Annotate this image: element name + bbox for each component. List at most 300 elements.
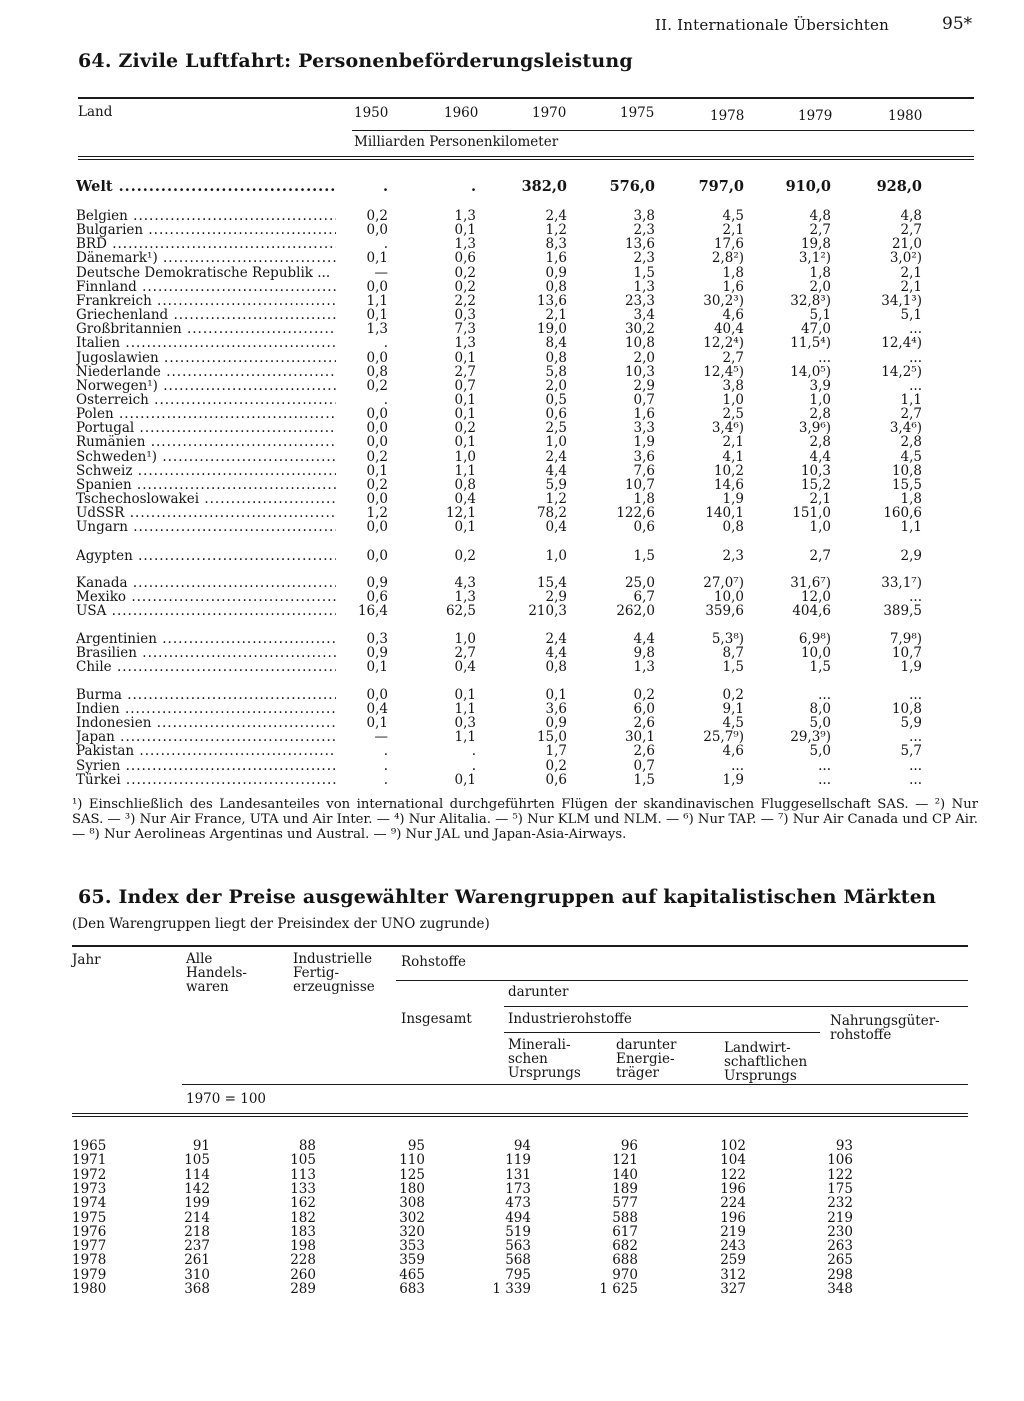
table64-land: Norwegen¹) .....	[76, 379, 336, 393]
table65-cell: 308	[399, 1195, 425, 1212]
table64-row	[0, 549, 1024, 563]
table64-cell: 5,1	[809, 307, 831, 324]
table64-row	[0, 464, 1024, 478]
table64-land: Dänemark¹) .....	[76, 251, 336, 265]
table64-cell: 0,2	[366, 448, 388, 465]
table65-cell: 95	[407, 1138, 425, 1154]
table64-cell: 6,9⁸)	[798, 631, 831, 647]
table64-row	[0, 520, 1024, 534]
table65-title: 65. Index der Preise ausgewählter Warengruppen auf kapitalistischen Märkten	[78, 886, 937, 908]
table64-row	[0, 421, 1024, 435]
table64-cell: 2,0	[633, 349, 655, 366]
table65-cell: 94	[513, 1138, 531, 1154]
table64-row	[0, 294, 1024, 308]
table64-cell: 10,7	[624, 476, 655, 493]
table65-cell: 219	[720, 1223, 746, 1240]
table64-row	[0, 322, 1024, 336]
table64-cell: 2,8	[900, 434, 922, 451]
table65-cell: 310	[184, 1266, 210, 1283]
table64-cell: 3,6	[633, 448, 655, 465]
table65-subtitle: (Den Warengruppen liegt der Preisindex der UNO zugrunde)	[72, 916, 490, 932]
table64-cell: 0,0	[366, 406, 388, 423]
table64-row	[0, 576, 1024, 590]
table64-cell: 5,9	[545, 476, 567, 493]
table65-cell: 218	[184, 1223, 210, 1240]
table64-cell: 1,8	[809, 264, 831, 281]
table65-cell: 93	[835, 1138, 853, 1154]
table65-header-rule-double	[72, 1116, 968, 1117]
table64-land: Rumänien .....	[76, 435, 336, 449]
table64-cell: 0,7	[633, 391, 655, 408]
table64-row	[0, 336, 1024, 350]
table64-cell: 0,1	[366, 462, 388, 479]
table65-base: 1970 = 100	[186, 1091, 267, 1107]
table64-land: Großbritannien .....	[76, 322, 336, 336]
table65-cell: 465	[399, 1266, 425, 1283]
table64-cell: 2,6	[633, 743, 655, 760]
table65-cell: 219	[827, 1209, 853, 1226]
table64-cell: 3,4	[633, 307, 655, 324]
table64-cell: 13,6	[536, 292, 567, 309]
table64-cell: 8,7	[722, 645, 744, 661]
table64-cell: .	[383, 771, 388, 788]
table64-cell: 2,3	[633, 222, 655, 239]
table65-cell: 563	[505, 1238, 531, 1255]
table64-footnote: ¹) Einschließlich des Landesanteiles von international durchgeführten Flügen der skandinavischen Fluggesellschaft SAS. — ²) Nur SAS. — ³) Nur Air France, UTA und Air Inter. — ⁴) Nur Alitalia. — ⁵) Nur KLM und NLM. — ⁶) Nur TAP. — ⁷) Nur Air Canada und CP Air. — ⁸) Nur Aerolineas Argentinas und Austral. — ⁹) Nur JAL und Japan-Asia-Airways.	[72, 797, 978, 842]
table64-cell: 14,6	[713, 476, 744, 493]
table64-cell: 389,5	[883, 603, 922, 619]
table64-land: Burma .....	[76, 688, 336, 702]
table65-cell: 106	[827, 1152, 853, 1169]
table64-cell: 0,8	[545, 278, 567, 295]
table64-cell: 0,2	[454, 420, 476, 437]
table64-cell: 1,9	[722, 491, 744, 507]
table64-cell: 7,9⁸)	[889, 631, 922, 647]
table64-cell: 0,3	[366, 631, 388, 647]
table64-col-land: Land	[78, 104, 113, 120]
table64-cell: 0,0	[366, 519, 388, 536]
table64-cell: 17,6	[713, 236, 744, 253]
table64-cell: 14,2⁵)	[881, 363, 922, 380]
table65-cell: 259	[720, 1252, 746, 1269]
table64-land: Österreich .....	[76, 393, 336, 407]
table65-cell: 353	[399, 1238, 425, 1255]
table64-cell: 1,6	[722, 278, 744, 295]
table65-row	[0, 1211, 1024, 1225]
table64-land: Mexiko .....	[76, 590, 336, 604]
table64-cell: ...	[909, 589, 922, 605]
table65-cell: 182	[290, 1209, 316, 1226]
table64-cell: .	[382, 178, 388, 195]
table64-cell: 0,6	[366, 589, 388, 605]
table64-land: Chile .....	[76, 660, 336, 674]
table64-row	[0, 646, 1024, 660]
table65-cell: 232	[827, 1195, 853, 1212]
table64-cell: 5,0	[809, 715, 831, 732]
table64-row	[0, 223, 1024, 237]
table64-cell: 160,6	[883, 505, 922, 522]
table64-cell: 4,8	[809, 208, 831, 224]
table64-row	[0, 759, 1024, 773]
table64-land: Japan .....	[76, 730, 336, 744]
table65-jahr: 1977	[72, 1238, 107, 1255]
table64-row	[0, 688, 1024, 702]
table64-cell: 1,9	[633, 434, 655, 451]
table64-cell: 4,5	[900, 448, 922, 465]
table64-cell: 0,1	[366, 250, 388, 267]
table64-cell: .	[471, 757, 476, 774]
table64-cell: 0,0	[366, 434, 388, 451]
table65-row	[0, 1282, 1024, 1296]
table64-cell: 4,3	[454, 575, 476, 591]
table64-cell: 4,8	[900, 208, 922, 224]
table65-cell: 175	[827, 1180, 853, 1197]
table64-cell: 3,1²)	[798, 250, 831, 267]
table64-land: Ägypten .....	[76, 549, 336, 563]
table65-h-alle-3: waren	[186, 979, 229, 995]
table65-cell: 121	[612, 1152, 638, 1169]
table65-header-rule	[72, 1113, 968, 1114]
table65-h-nahrung-2: rohstoffe	[830, 1027, 892, 1043]
table64-cell: 1,8	[722, 264, 744, 281]
table64-cell: 0,4	[454, 659, 476, 675]
table65-rule-darunter	[504, 1006, 968, 1007]
table64-land: Spanien .....	[76, 478, 336, 492]
table65-cell: 237	[184, 1238, 210, 1255]
table64-cell: 0,0	[366, 278, 388, 295]
table64-land: Portugal .....	[76, 421, 336, 435]
table64-cell: 1,0	[809, 519, 831, 536]
table65-h-alle-2: Handels-	[186, 965, 247, 981]
table64-title: 64. Zivile Luftfahrt: Personenbeförderungsleistung	[78, 50, 633, 72]
table64-cell: .	[383, 391, 388, 408]
table64-cell: 0,9	[366, 575, 388, 591]
table64-cell: 2,7	[454, 645, 476, 661]
table64-cell: 0,7	[633, 757, 655, 774]
table65-h-nahrung	[830, 1014, 940, 1042]
table65-h-energie-1: darunter	[616, 1037, 677, 1053]
table64-cell: ...	[909, 687, 922, 703]
table64-cell: 1,0	[722, 391, 744, 408]
table64-row	[0, 237, 1024, 251]
table65-cell: 214	[184, 1209, 210, 1226]
table65-h-ind-3: erzeugnisse	[293, 979, 375, 995]
table64-cell: 2,8	[809, 434, 831, 451]
table64-cell: 7,6	[633, 462, 655, 479]
table64-land: UdSSR .....	[76, 506, 336, 520]
table64-cell: 12,1	[445, 505, 476, 522]
table64-cell: 0,6	[454, 250, 476, 267]
table64-row	[0, 435, 1024, 449]
table64-cell: 2,8²)	[711, 250, 744, 267]
table64-cell: 9,1	[722, 701, 744, 718]
table65-cell: 162	[290, 1195, 316, 1212]
table64-cell: 10,0	[800, 645, 831, 661]
table64-cell: 2,6	[633, 715, 655, 732]
table64-cell: ...	[818, 687, 831, 703]
table64-cell: 4,4	[545, 462, 567, 479]
table64-cell: 10,3	[624, 363, 655, 380]
table64-cell: 1,7	[545, 743, 567, 760]
table64-cell: ...	[909, 321, 922, 338]
table64-cell: 30,2³)	[703, 292, 744, 309]
table64-cell: 23,3	[624, 292, 655, 309]
table64-cell: 27,0⁷)	[703, 575, 744, 591]
table64-land: Italien .....	[76, 336, 336, 350]
table65-cell: 617	[612, 1223, 638, 1240]
table65-h-landw	[724, 1041, 807, 1083]
table64-cell: 2,1	[545, 307, 567, 324]
page-number: 95*	[942, 14, 973, 34]
table65-h-nahrung-1: Nahrungsgüter-	[830, 1013, 940, 1029]
table65-jahr: 1965	[72, 1138, 107, 1154]
table64-cell: 9,8	[633, 645, 655, 661]
table65-cell: 104	[720, 1152, 746, 1169]
table64-land: Schweden¹) .....	[76, 450, 336, 464]
table64-row	[0, 393, 1024, 407]
table64-row	[0, 702, 1024, 716]
table65-cell: 1 625	[599, 1281, 638, 1297]
table65-h-alle	[186, 952, 247, 994]
table64-cell: 1,9	[900, 659, 922, 675]
table65-cell: 224	[720, 1195, 746, 1212]
table65-cell: 105	[290, 1152, 316, 1169]
table65-cell: 519	[505, 1223, 531, 1240]
table64-cell: 0,2	[454, 548, 476, 564]
table65-cell: 105	[184, 1152, 210, 1169]
table64-cell: 25,0	[624, 575, 655, 591]
table64-cell: 0,2	[545, 757, 567, 774]
table64-cell: 1,5	[633, 771, 655, 788]
table64-cell: 210,3	[528, 603, 567, 619]
table64-cell: 2,9	[900, 548, 922, 564]
table64-row	[0, 773, 1024, 787]
table65-cell: 261	[184, 1252, 210, 1269]
table64-cell: 2,5	[722, 406, 744, 423]
table64-cell: 2,7	[900, 222, 922, 239]
table64-cell: 5,0	[809, 743, 831, 760]
table64-cell: 2,1	[900, 278, 922, 295]
table64-cell: 1,8	[900, 491, 922, 507]
table65-row	[0, 1196, 1024, 1210]
table65-cell: 196	[720, 1209, 746, 1226]
table64-cell: 1,1	[900, 391, 922, 408]
table65-cell: 577	[612, 1195, 638, 1212]
table64-cell: 32,8³)	[790, 292, 831, 309]
table64-cell: 1,8	[633, 491, 655, 507]
table64-cell: 0,0	[366, 548, 388, 564]
table64-land: Griechenland .....	[76, 308, 336, 322]
table64-cell: 0,4	[454, 491, 476, 507]
table65-cell: 119	[505, 1152, 531, 1169]
table64-cell: 2,9	[633, 377, 655, 394]
table64-land: Pakistan .....	[76, 744, 336, 758]
table65-cell: 180	[399, 1180, 425, 1197]
table65-cell: 320	[399, 1223, 425, 1240]
table64-row	[0, 180, 1024, 194]
table64-cell: 8,0	[809, 701, 831, 718]
table64-land: Schweiz .....	[76, 464, 336, 478]
table64-cell: 140,1	[705, 505, 744, 522]
table65-cell: 110	[399, 1152, 425, 1169]
table65-jahr: 1980	[72, 1281, 107, 1297]
table65-h-mineral-3: Ursprungs	[508, 1065, 581, 1081]
table65-rule-rohstoffe	[396, 980, 968, 981]
table64-land: Niederlande .....	[76, 365, 336, 379]
table65-cell: 327	[720, 1281, 746, 1297]
table64-cell: 10,8	[891, 701, 922, 718]
table65-cell: 289	[290, 1281, 316, 1297]
table64-cell: 0,9	[366, 645, 388, 661]
table64-cell: 1,3	[454, 335, 476, 352]
table64-cell: 1,2	[545, 491, 567, 507]
table65-h-mineral-2: schen	[508, 1051, 548, 1067]
table64-cell: 11,5⁴)	[790, 335, 831, 352]
table64-cell: 4,5	[722, 208, 744, 224]
table64-cell: 2,7	[722, 349, 744, 366]
table64-land: Türkei .....	[76, 773, 336, 787]
table64-cell: 2,8	[809, 406, 831, 423]
table65-h-alle-1: Alle	[186, 951, 213, 967]
table64-year-1: 1960	[444, 105, 479, 121]
table65-cell: 302	[399, 1209, 425, 1226]
table65-row	[0, 1253, 1024, 1267]
table64-row	[0, 407, 1024, 421]
table64-cell: 0,7	[454, 377, 476, 394]
table65-row	[0, 1139, 1024, 1153]
table64-land: Polen .....	[76, 407, 336, 421]
table65-h-energie-2: Energie-	[616, 1051, 675, 1067]
table64-cell: 12,0	[800, 589, 831, 605]
table64-cell: 5,8	[545, 363, 567, 380]
table64-cell: ...	[909, 771, 922, 788]
table64-cell: 1,0	[545, 434, 567, 451]
table65-cell: 970	[612, 1266, 638, 1283]
table64-cell: 0,1	[454, 687, 476, 703]
table64-row	[0, 590, 1024, 604]
table64-land: Argentinien .....	[76, 632, 336, 646]
table64-year-4: 1978	[710, 108, 745, 124]
table64-cell: 1,1	[900, 519, 922, 536]
table64-cell: 1,0	[545, 548, 567, 564]
table65-h-ind-1: Industrielle	[293, 951, 373, 967]
table64-cell: 31,6⁷)	[790, 575, 831, 591]
table64-cell: .	[383, 335, 388, 352]
table64-land: Jugoslawien .....	[76, 351, 336, 365]
table65-jahr: 1972	[72, 1166, 107, 1183]
table64-row	[0, 506, 1024, 520]
table64-cell: 359,6	[705, 603, 744, 619]
table65-cell: 196	[720, 1180, 746, 1197]
table64-cell: ...	[818, 757, 831, 774]
table65-row	[0, 1153, 1024, 1167]
table65-cell: 243	[720, 1238, 746, 1255]
table64-land: Syrien .....	[76, 759, 336, 773]
table64-cell: .	[383, 236, 388, 253]
table65-cell: 359	[399, 1252, 425, 1269]
table64-cell: 8,3	[545, 236, 567, 253]
table65-row	[0, 1239, 1024, 1253]
table64-cell: 0,6	[545, 771, 567, 788]
table64-top-rule	[78, 97, 974, 99]
table64-cell: 15,2	[800, 476, 831, 493]
table64-cell: 1,1	[454, 729, 476, 746]
table64-cell: 1,0	[454, 631, 476, 647]
table64-cell: 1,0	[454, 448, 476, 465]
table64-cell: 2,7	[900, 406, 922, 423]
table65-cell: 682	[612, 1238, 638, 1255]
table64-cell: 2,1	[900, 264, 922, 281]
table64-cell: 10,2	[713, 462, 744, 479]
table64-cell: 0,0	[366, 491, 388, 507]
table64-cell: 2,7	[454, 363, 476, 380]
table65-rule-industrie	[504, 1032, 820, 1033]
table64-cell: 928,0	[876, 178, 922, 195]
table64-cell: 3,9	[809, 377, 831, 394]
table64-cell: 0,6	[633, 519, 655, 536]
table64-cell: 4,4	[545, 645, 567, 661]
table64-cell: 15,0	[536, 729, 567, 746]
table64-cell: 0,8	[454, 476, 476, 493]
table65-jahr: 1971	[72, 1152, 107, 1169]
table64-year-5: 1979	[798, 108, 833, 124]
table64-cell: ...	[909, 349, 922, 366]
table64-row	[0, 450, 1024, 464]
table65-cell: 588	[612, 1209, 638, 1226]
table64-cell: 1,5	[809, 659, 831, 675]
table64-cell: 5,7	[900, 743, 922, 760]
table64-cell: 1,1	[454, 701, 476, 718]
table64-cell: ...	[818, 771, 831, 788]
table64-cell: 0,8	[545, 349, 567, 366]
table65-cell: 348	[827, 1281, 853, 1297]
table65-cell: 133	[290, 1180, 316, 1197]
table64-cell: 0,9	[545, 715, 567, 732]
table64-row	[0, 730, 1024, 744]
table64-cell: 62,5	[445, 603, 476, 619]
table64-cell: 10,3	[800, 462, 831, 479]
table64-cell: 0,4	[545, 519, 567, 536]
table64-cell: 0,0	[366, 687, 388, 703]
table65-cell: 183	[290, 1223, 316, 1240]
table64-cell: 0,2	[366, 476, 388, 493]
table64-year-rule	[352, 130, 974, 131]
table65-cell: 494	[505, 1209, 531, 1226]
table65-cell: 260	[290, 1266, 316, 1283]
table64-unit: Milliarden Personenkilometer	[354, 134, 559, 150]
table64-cell: 0,2	[366, 208, 388, 224]
table65-cell: 312	[720, 1266, 746, 1283]
table64-cell: 404,6	[792, 603, 831, 619]
table64-cell: 0,8	[722, 519, 744, 536]
table64-cell: 4,5	[722, 715, 744, 732]
table64-cell: 10,7	[891, 645, 922, 661]
table65-cell: 568	[505, 1252, 531, 1269]
table64-header-rule-double	[78, 159, 974, 160]
table65-h-ind-2: Fertig-	[293, 965, 340, 981]
table64-cell: 1,2	[545, 222, 567, 239]
table65-h-mineral-1: Minerali-	[508, 1037, 571, 1053]
table64-cell: ...	[731, 757, 744, 774]
table65-jahr: 1973	[72, 1180, 107, 1197]
table64-cell: 1,3	[454, 589, 476, 605]
table64-cell: 262,0	[616, 603, 655, 619]
table64-cell: 0,0	[366, 349, 388, 366]
table65-cell: 795	[505, 1266, 531, 1283]
table64-cell: 5,1	[900, 307, 922, 324]
table65-cell: 368	[184, 1281, 210, 1297]
table64-cell: 78,2	[536, 505, 567, 522]
